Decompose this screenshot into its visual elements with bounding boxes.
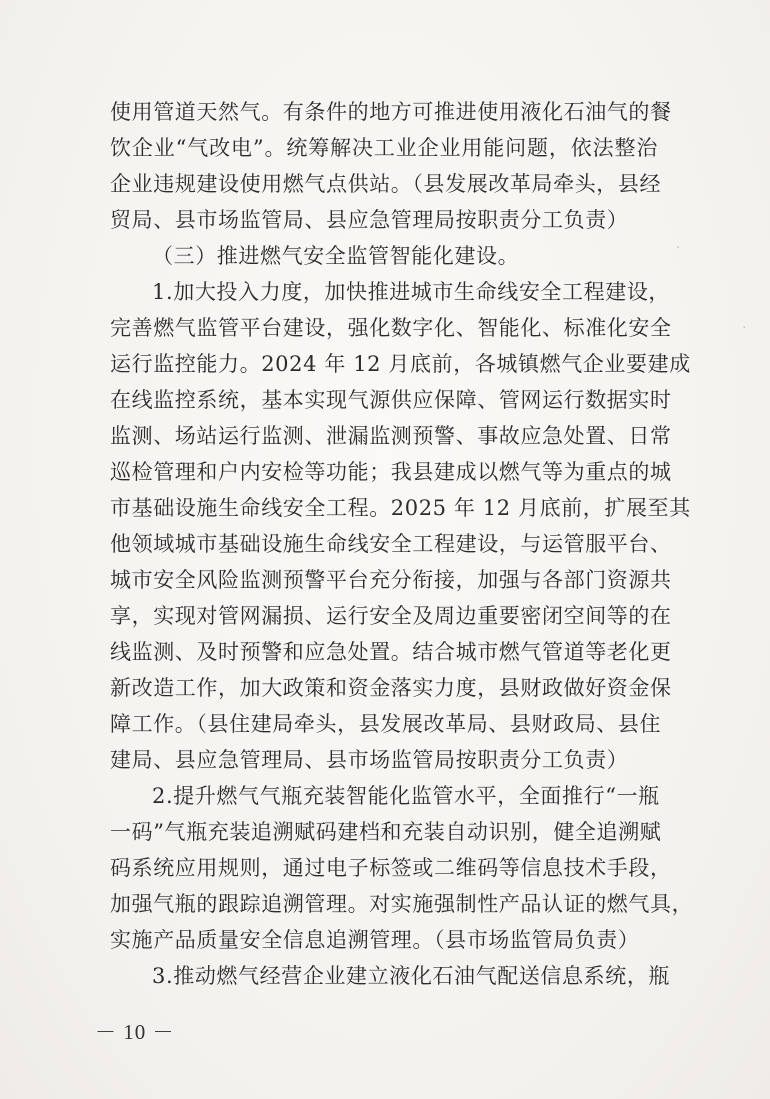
body-line: 运行监控能力。2024 年 12 月底前，各城镇燃气企业要建成 (110, 352, 691, 376)
body-line: 市基础设施生命线安全工程。2025 年 12 月底前，扩展至其 (110, 496, 691, 520)
body-line: 享，实现对管网漏损、运行安全及周边重要密闭空间等的在 (110, 604, 672, 628)
body-line: 建局、县应急管理局、县市场监管局按职责分工负责） (110, 748, 629, 772)
body-line: 在线监控系统，基本实现气源供应保障、管网运行数据实时 (110, 388, 672, 412)
body-line: 新改造工作，加大政策和资金落实力度，县财政做好资金保 (110, 676, 672, 700)
body-line: 完善燃气监管平台建设，强化数字化、智能化、标准化安全 (110, 316, 672, 340)
body-line: 障工作。（县住建局牵头，县发展改革局、县财政局、县住 (110, 712, 662, 736)
body-line: 企业违规建设使用燃气点供站。（县发展改革局牵头，县经 (110, 172, 662, 196)
body-line: 1.加大投入力度，加快推进城市生命线安全工程建设， (152, 280, 671, 304)
body-line: 使用管道天然气。有条件的地方可推进使用液化石油气的餐 (110, 100, 672, 124)
body-line: 一码”气瓶充装追溯赋码建档和充装自动识别，健全追溯赋 (110, 820, 662, 844)
section-heading: （三）推进燃气安全监管智能化建设。 (152, 244, 520, 268)
body-line: 他领域城市基础设施生命线安全工程建设，与运管服平台、 (110, 532, 672, 556)
page-number: － 10 － (95, 1020, 175, 1044)
body-line: 城市安全风险监测预警平台充分衔接，加强与各部门资源共 (110, 568, 672, 592)
body-line: 巡检管理和户内安检等功能；我县建成以燃气等为重点的城 (110, 460, 672, 484)
body-line: 贸局、县市场监管局、县应急管理局按职责分工负责） (110, 208, 629, 232)
body-line: 监测、场站运行监测、泄漏监测预警、事故应急处置、日常 (110, 424, 672, 448)
body-line: 线监测、及时预警和应急处置。结合城市燃气管道等老化更 (110, 640, 672, 664)
body-line: 加强气瓶的跟踪追溯管理。对实施强制性产品认证的燃气具， (110, 892, 694, 916)
bleed-through-mark: · (742, 320, 747, 336)
bleed-through-mark: · (676, 240, 681, 256)
body-line: 码系统应用规则，通过电子标签或二维码等信息技术手段， (110, 856, 672, 880)
body-line: 实施产品质量安全信息追溯管理。（县市场监管局负责） (110, 928, 640, 952)
body-line: 3.推动燃气经营企业建立液化石油气配送信息系统，瓶 (152, 964, 671, 988)
body-line: 2.提升燃气气瓶充装智能化监管水平，全面推行“一瓶 (152, 784, 660, 808)
body-line: 饮企业“气改电”。统筹解决工业企业用能问题，依法整治 (110, 136, 658, 160)
